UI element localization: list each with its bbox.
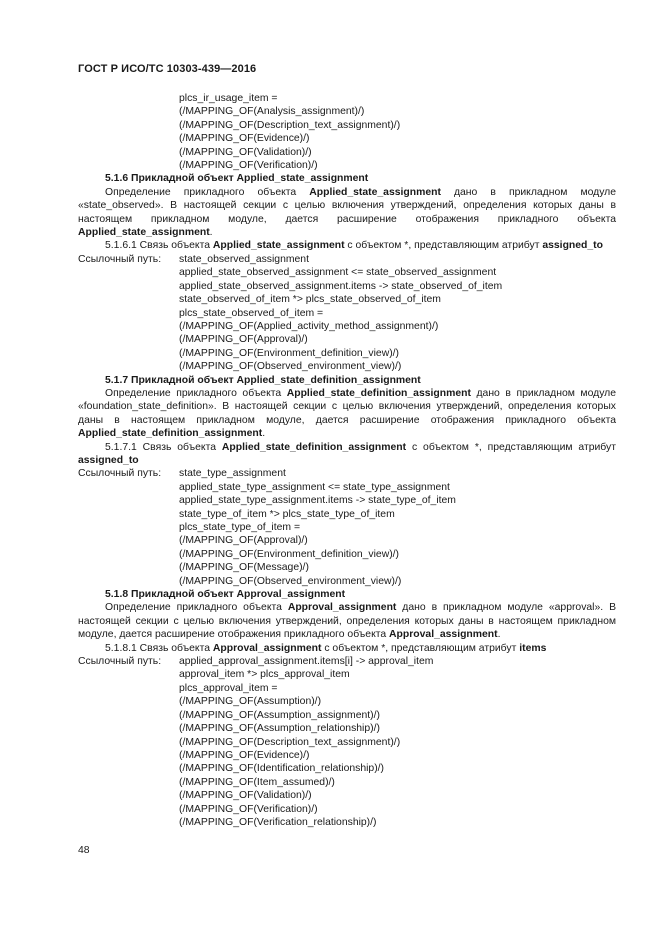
reference-path-line: (/MAPPING_OF(Assumption_relationship)/) [179, 723, 380, 735]
section-paragraph [78, 387, 616, 441]
mapping-line: (/MAPPING_OF(Verification)/) [179, 160, 318, 172]
text-run: Определение прикладного объекта [105, 387, 287, 399]
reference-path-line: (/MAPPING_OF(Identification_relationship)/) [179, 763, 385, 775]
reference-path-line: (/MAPPING_OF(Observed_environment_view)/) [179, 575, 402, 587]
reference-path-line: state_observed_assignment [179, 253, 309, 265]
entity-name: Approval_assignment [287, 602, 397, 614]
mapping-line: (/MAPPING_OF(Validation)/) [179, 146, 312, 158]
reference-path-line: applied_approval_assignment.items[i] -> approval_item [179, 656, 434, 668]
reference-path-line: (/MAPPING_OF(Environment_definition_view)/) [179, 548, 400, 560]
text-run: . [497, 629, 501, 641]
reference-path-row [78, 467, 616, 480]
reference-path-line: applied_state_observed_assignment.items -> state_observed_of_item [179, 280, 503, 292]
entity-name: Approval_assignment [389, 629, 498, 641]
reference-path-line: (/MAPPING_OF(Validation)/) [179, 790, 312, 802]
reference-path-line: (/MAPPING_OF(Evidence)/) [179, 749, 310, 761]
reference-path-line: (/MAPPING_OF(Description_text_assignment)/) [179, 736, 401, 748]
reference-path-line: applied_state_type_assignment <= state_type_assignment [179, 481, 450, 493]
text-run: 5.1.8.1 Связь объекта [105, 642, 213, 654]
entity-name: Approval_assignment [212, 642, 322, 654]
subsection-title-5-1-7-1 [78, 441, 616, 468]
section-heading-5-1-8: 5.1.8 Прикладной объект Approval_assignment [105, 589, 346, 601]
reference-path-line: (/MAPPING_OF(Assumption_assignment)/) [179, 709, 380, 721]
reference-path-line: (/MAPPING_OF(Verification_relationship)/) [179, 816, 377, 828]
subsection-title-5-1-8-1 [78, 642, 616, 655]
mapping-line: (/MAPPING_OF(Analysis_assignment)/) [179, 106, 365, 118]
section-paragraph [78, 601, 616, 641]
reference-path-label: Ссылочный путь: [78, 468, 162, 480]
text-run: 5.1.6.1 Связь объекта [105, 240, 213, 252]
reference-path-line: plcs_state_type_of_item = [179, 522, 301, 533]
reference-path-line: approval_item *> plcs_approval_item [179, 669, 350, 681]
text-run: дано в прикладном модуле «approval». В настоящей секции с целью включения утверждений, определения которых даны в настоящем прикладном модуле, дается расширение отображения прикладного объекта [78, 602, 617, 641]
reference-path-line: (/MAPPING_OF(Assumption)/) [179, 696, 322, 708]
reference-path-line: state_type_assignment [179, 468, 286, 480]
reference-path-row [78, 655, 616, 668]
page-header: ГОСТ Р ИСО/ТС 10303-439—2016 [78, 63, 257, 75]
text-run: Определение прикладного объекта [105, 186, 310, 198]
entity-name: Applied_state_assignment [309, 186, 441, 198]
section-heading-5-1-7: 5.1.7 Прикладной объект Applied_state_definition_assignment [105, 374, 421, 386]
page-number: 48 [78, 845, 90, 856]
reference-path-line: plcs_state_observed_of_item = [179, 307, 324, 319]
text-run: Определение прикладного объекта [105, 602, 288, 614]
text-run: с объектом *, представляющим атрибут [321, 642, 520, 654]
reference-path-line: applied_state_type_assignment.items -> state_type_of_item [179, 495, 456, 507]
reference-path-line: (/MAPPING_OF(Verification)/) [179, 803, 318, 815]
reference-path-line: (/MAPPING_OF(Approval)/) [179, 334, 308, 346]
reference-path-line: plcs_approval_item = [179, 682, 278, 694]
text-run: . [262, 428, 266, 440]
entity-name: Applied_state_definition_assignment [286, 387, 471, 399]
reference-path-line: (/MAPPING_OF(Item_assumed)/) [179, 776, 335, 788]
reference-path-line: applied_state_observed_assignment <= state_observed_assignment [179, 267, 497, 279]
text-run: с объектом *, представляющим атрибут [344, 240, 543, 252]
reference-path-line: state_observed_of_item *> plcs_state_observed_of_item [179, 294, 441, 306]
entity-name: Applied_state_assignment [212, 240, 345, 252]
reference-path-label: Ссылочный путь: [78, 253, 162, 265]
reference-path-line: (/MAPPING_OF(Applied_activity_method_assignment)/) [179, 320, 439, 332]
text-run: дано в прикладном модуле «foundation_state_definition». В настоящей секции с целью включения утверждений, определения которых даны в настоящем прикладном модуле, дается расширение отображения прикладного объекта [78, 387, 617, 426]
reference-path-line: (/MAPPING_OF(Approval)/) [179, 535, 308, 547]
attribute-name: assigned_to [542, 240, 603, 252]
entity-name: Applied_state_assignment [78, 227, 210, 239]
subsection-title-5-1-6-1 [78, 239, 616, 252]
text-run: дано в прикладном модуле «state_observed». В настоящей секции с целью включения утверждений, определения которых даны в настоящем прикладном модуле, дается расширение отображения прикладного объекта [78, 186, 617, 225]
reference-path-line: (/MAPPING_OF(Message)/) [179, 562, 309, 574]
section-heading-5-1-6: 5.1.6 Прикладной объект Applied_state_assignment [105, 173, 369, 185]
attribute-name: items [519, 642, 547, 654]
document-body [78, 92, 616, 829]
attribute-name: assigned_to [78, 454, 139, 466]
section-paragraph [78, 186, 616, 240]
entity-name: Applied_state_definition_assignment [221, 441, 407, 453]
mapping-line: (/MAPPING_OF(Evidence)/) [179, 133, 310, 145]
text-run: . [209, 227, 213, 239]
text-run: с объектом *, представляющим атрибут [406, 441, 616, 453]
reference-path-line: (/MAPPING_OF(Observed_environment_view)/) [179, 361, 402, 373]
mapping-line: (/MAPPING_OF(Description_text_assignment)/) [179, 119, 401, 131]
reference-path-line: state_type_of_item *> plcs_state_type_of_item [179, 508, 395, 520]
reference-path-label: Ссылочный путь: [78, 656, 162, 668]
entity-name: Applied_state_definition_assignment [78, 428, 263, 440]
reference-path-row [78, 253, 616, 266]
reference-path-line: (/MAPPING_OF(Environment_definition_view)/) [179, 347, 400, 359]
mapping-line: plcs_ir_usage_item = [179, 93, 278, 104]
mapping-continuation [78, 92, 616, 172]
text-run: 5.1.7.1 Связь объекта [105, 441, 222, 453]
